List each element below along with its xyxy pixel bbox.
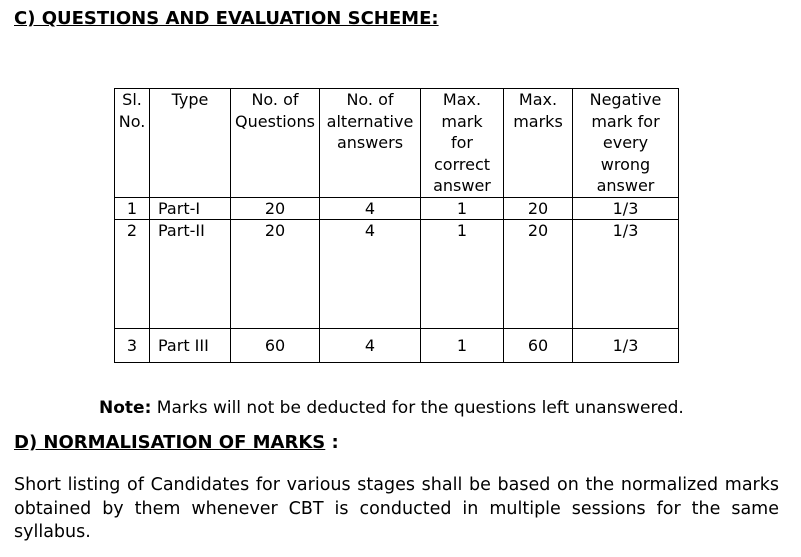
cell-negative-mark: 1/3	[573, 220, 679, 329]
normalisation-paragraph: Short listing of Candidates for various stages shall be based on the normalized marks obtained by them whenever CBT is conducted in multiple sessions for the same syllabus.	[14, 475, 779, 542]
section-c-heading: C) QUESTIONS AND EVALUATION SCHEME:	[14, 8, 439, 29]
table-row	[115, 329, 679, 363]
header-no-of-questions: No. of Questions	[231, 89, 320, 198]
section-d-title: D) NORMALISATION OF MARKS	[14, 432, 326, 453]
table-row	[115, 220, 679, 329]
cell-max-marks: 20	[504, 220, 573, 329]
cell-sl-no: 3	[115, 329, 150, 363]
table-row	[115, 197, 679, 220]
header-max-mark-correct: Max. mark for correct answer	[421, 89, 504, 198]
cell-negative-mark: 1/3	[573, 197, 679, 220]
header-sl-no: Sl. No.	[115, 89, 150, 198]
cell-questions: 20	[231, 197, 320, 220]
cell-type: Part-II	[150, 220, 231, 329]
cell-type: Part-I	[150, 197, 231, 220]
cell-sl-no: 2	[115, 220, 150, 329]
section-d-heading	[14, 432, 339, 453]
cell-alternatives: 4	[320, 220, 421, 329]
header-max-marks: Max. marks	[504, 89, 573, 198]
cell-negative-mark: 1/3	[573, 329, 679, 363]
note-text	[99, 398, 684, 418]
table-header-row	[115, 89, 679, 198]
cell-max-mark: 1	[421, 197, 504, 220]
cell-type: Part III	[150, 329, 231, 363]
cell-alternatives: 4	[320, 329, 421, 363]
note-label: Note:	[99, 398, 152, 418]
cell-questions: 60	[231, 329, 320, 363]
cell-max-mark: 1	[421, 220, 504, 329]
cell-alternatives: 4	[320, 197, 421, 220]
header-type: Type	[150, 89, 231, 198]
cell-max-marks: 60	[504, 329, 573, 363]
evaluation-scheme-table	[114, 88, 679, 363]
cell-questions: 20	[231, 220, 320, 329]
cell-sl-no: 1	[115, 197, 150, 220]
section-d-colon: :	[325, 432, 339, 453]
cell-max-marks: 20	[504, 197, 573, 220]
header-no-of-alternative-answers: No. of alternative answers	[320, 89, 421, 198]
header-negative-mark: Negative mark for every wrong answer	[573, 89, 679, 198]
note-body: Marks will not be deducted for the questions left unanswered.	[151, 398, 684, 418]
cell-max-mark: 1	[421, 329, 504, 363]
